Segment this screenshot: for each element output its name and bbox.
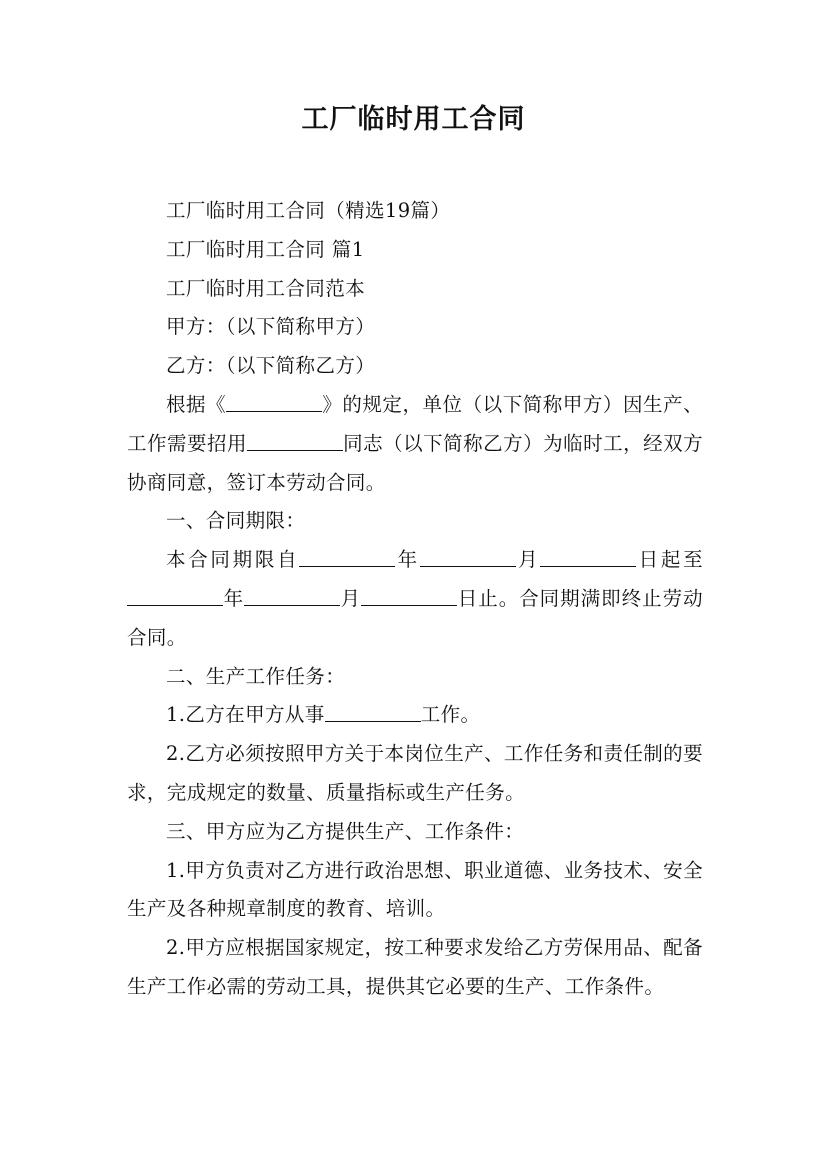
intro-text-3: 同志（以下简称乙方）为临时工，经双方协商同意，签订本劳动合同。 bbox=[127, 431, 703, 494]
section-1-heading: 一、合同期限： bbox=[166, 509, 306, 533]
task-1-paragraph bbox=[127, 696, 703, 735]
end-day-blank bbox=[361, 586, 457, 606]
document-title: 工厂临时用工合同 bbox=[301, 104, 526, 135]
task-1-text-1: 1.乙方在甲方从事 bbox=[166, 703, 325, 727]
start-year-blank bbox=[299, 547, 395, 567]
term-text-4: 日起至 bbox=[636, 548, 704, 572]
part-heading: 工厂临时用工合同 篇1 bbox=[166, 237, 365, 261]
section-2-heading: 二、生产工作任务： bbox=[166, 664, 346, 688]
start-day-blank bbox=[540, 547, 636, 567]
term-text-6: 月 bbox=[340, 586, 362, 610]
law-name-blank bbox=[226, 392, 322, 412]
term-text-5: 年 bbox=[223, 586, 245, 610]
party-a-line: 甲方：（以下简称甲方） bbox=[166, 315, 376, 339]
end-month-blank bbox=[244, 586, 340, 606]
term-text-2: 年 bbox=[395, 548, 420, 572]
subtitle-line: 工厂临时用工合同（精选19篇） bbox=[166, 199, 451, 222]
condition-1-paragraph: 1.甲方负责对乙方进行政治思想、职业道德、业务技术、安全生产及各种规章制度的教育、培训。 bbox=[127, 858, 703, 921]
intro-text-2: 》的规定，单位（以下简称甲方）因生产、工作需要招用 bbox=[127, 392, 703, 455]
term-text-3: 月 bbox=[515, 548, 541, 572]
section-3-heading: 三、甲方应为乙方提供生产、工作条件： bbox=[166, 819, 525, 843]
term-text-1: 本合同期限自 bbox=[166, 548, 300, 572]
end-year-blank bbox=[127, 586, 223, 606]
document-body bbox=[127, 192, 703, 1007]
party-b-line: 乙方：（以下简称乙方） bbox=[166, 354, 376, 378]
start-month-blank bbox=[420, 547, 516, 567]
job-blank bbox=[325, 702, 421, 722]
employee-name-blank bbox=[247, 431, 343, 451]
template-name: 工厂临时用工合同范本 bbox=[166, 276, 366, 300]
intro-text-1: 根据《 bbox=[166, 392, 227, 416]
task-1-text-2: 工作。 bbox=[420, 703, 481, 727]
condition-2-paragraph: 2.甲方应根据国家规定，按工种要求发给乙方劳保用品、配备生产工作必需的劳动工具，提供其它必要的生产、工作条件。 bbox=[127, 936, 703, 998]
task-2-paragraph: 2.乙方必须按照甲方关于本岗位生产、工作任务和责任制的要求，完成规定的数量、质量指标或生产任务。 bbox=[127, 742, 703, 804]
term-text-7: 日止。合同期满即终止劳动合同。 bbox=[127, 586, 703, 649]
term-paragraph bbox=[127, 541, 703, 657]
intro-paragraph bbox=[127, 386, 703, 502]
